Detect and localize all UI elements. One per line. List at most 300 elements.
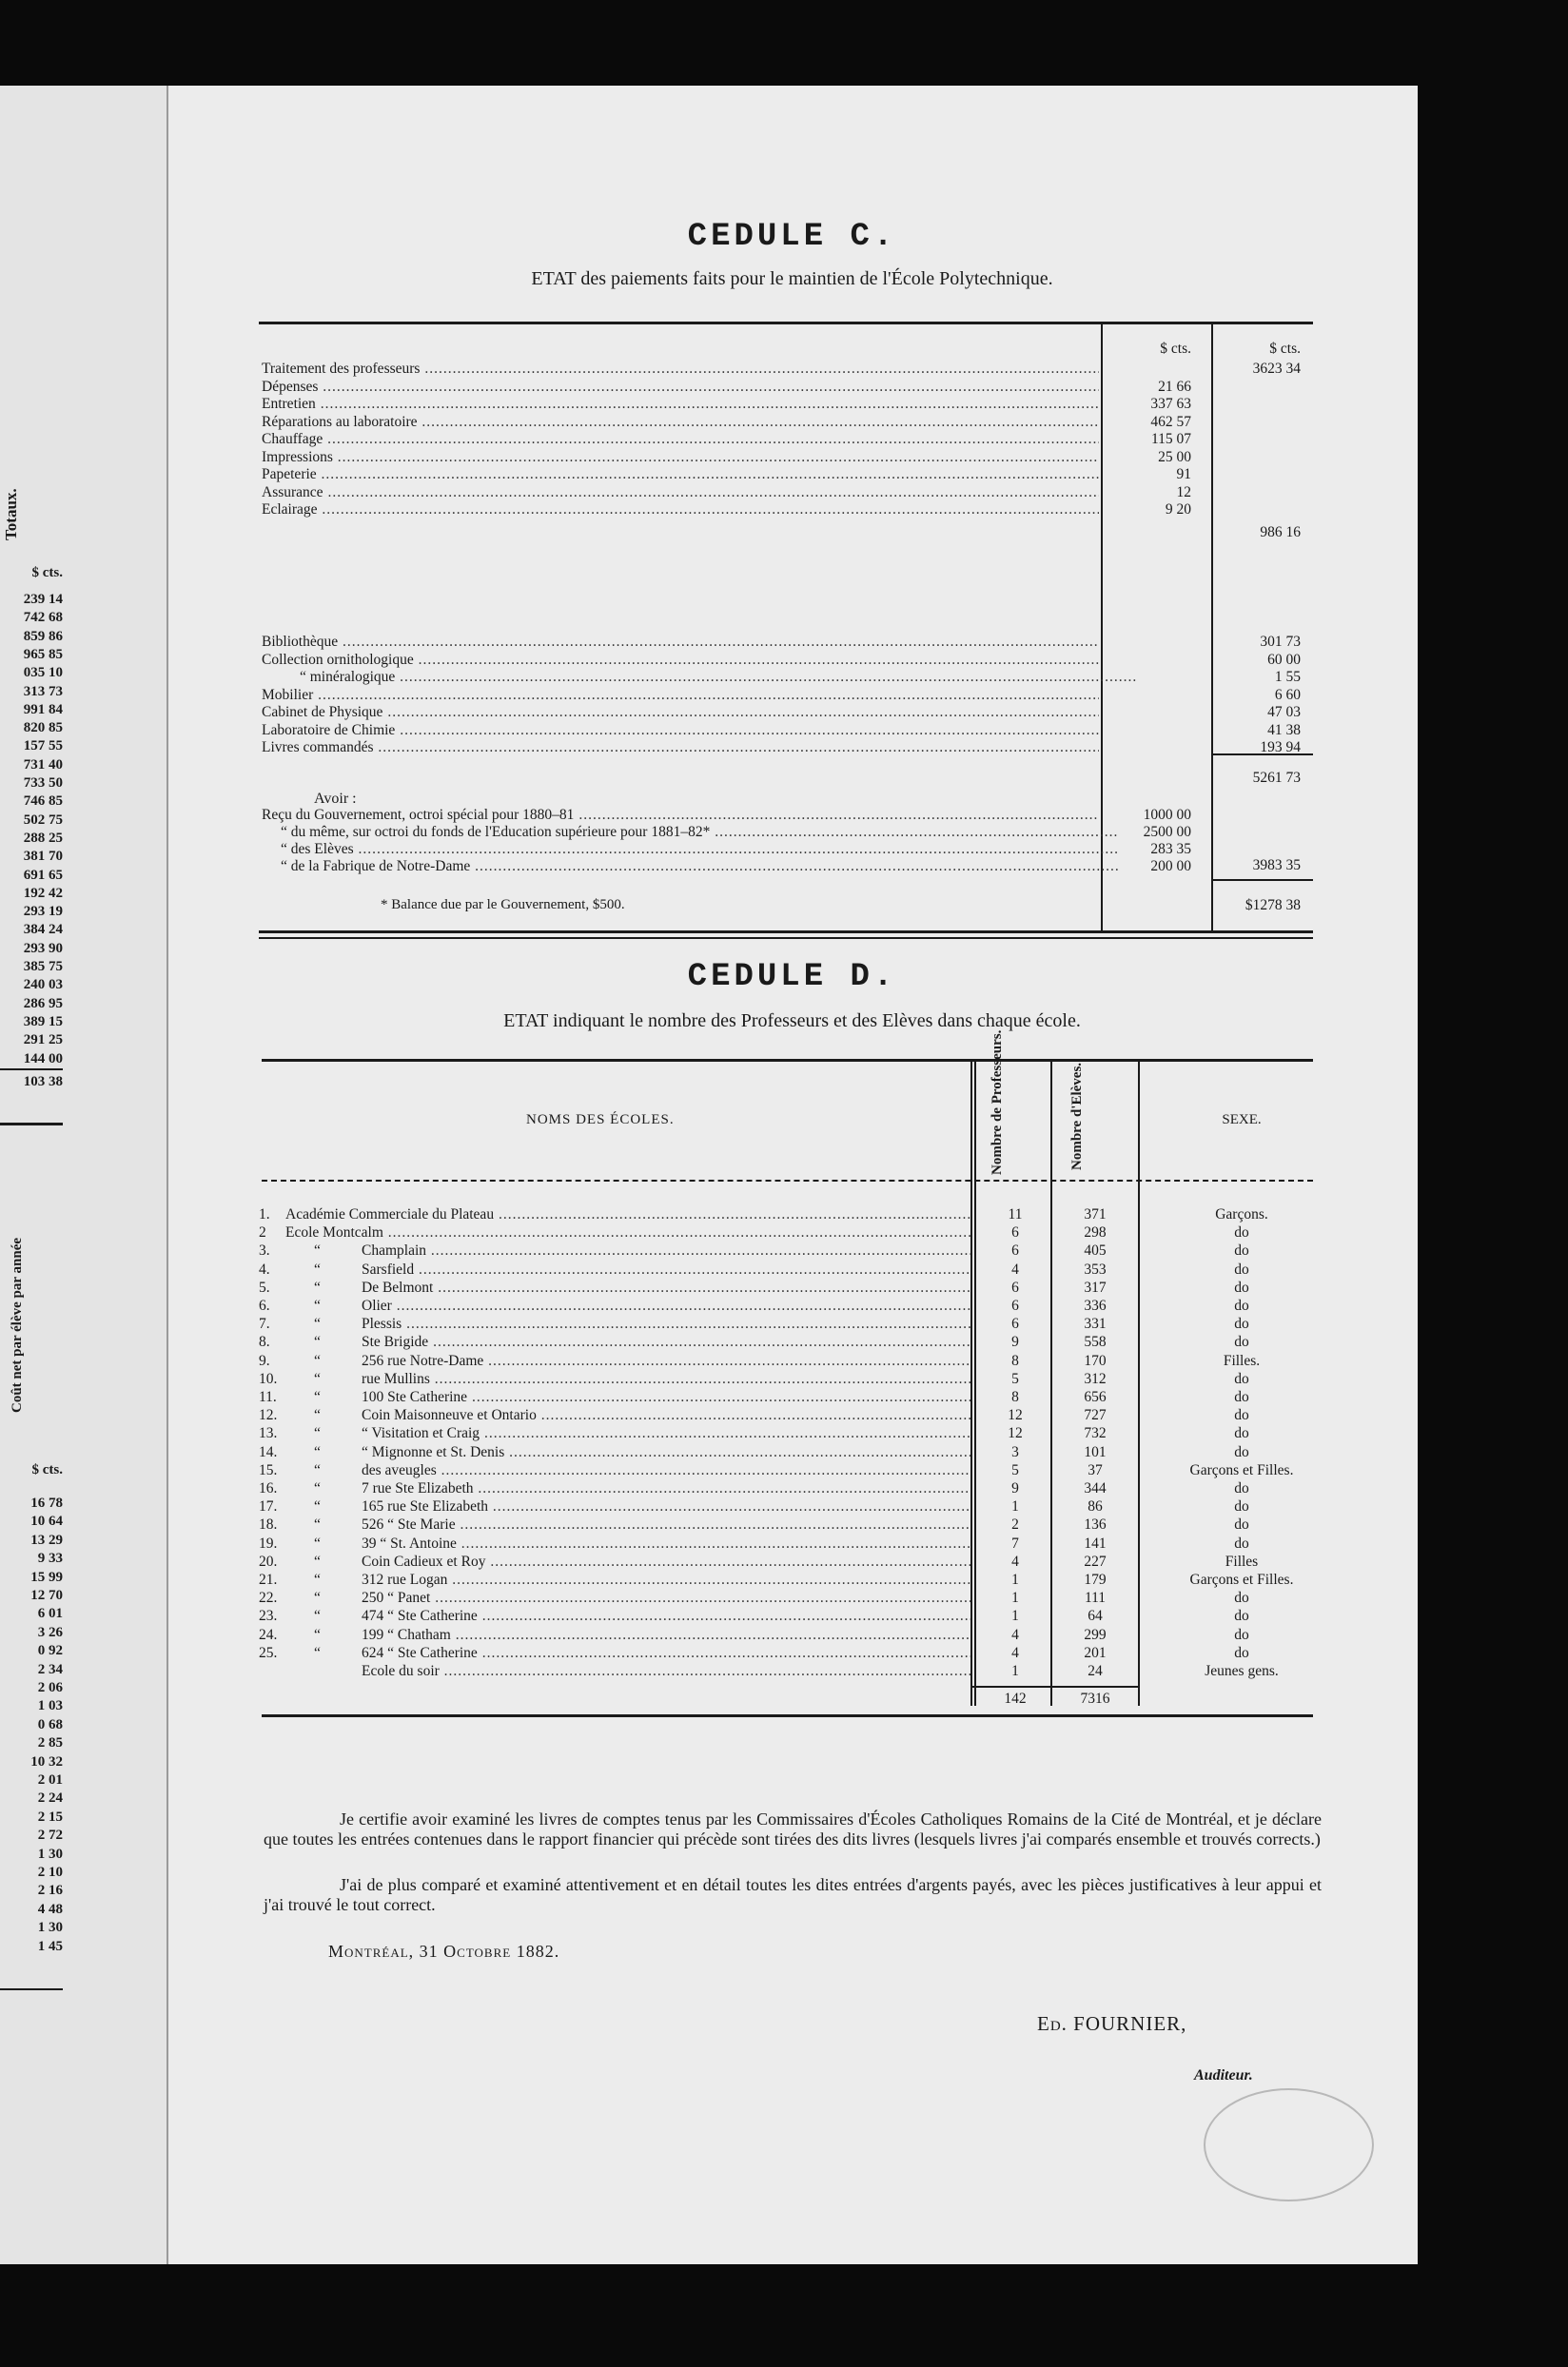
auditor-signature: Ed. FOURNIER, [1037, 2012, 1187, 2035]
equipment-row [0, 633, 1418, 651]
sexe-value: do [1234, 1516, 1249, 1534]
totaux-value: 389 15 [23, 1013, 63, 1029]
expense-row [0, 500, 1418, 518]
receipt-amount: 200 00 [1150, 858, 1191, 874]
equipment-amount: 47 03 [1267, 704, 1301, 720]
eleves-count: 64 [1088, 1608, 1103, 1625]
school-name: Sarsfield ..... [362, 1261, 970, 1279]
sexe-value: do [1234, 1644, 1249, 1661]
expense-row [0, 430, 1418, 448]
auditor-title: Auditeur. [1194, 2067, 1253, 2083]
school-row [0, 1333, 1418, 1351]
cout-value: 2 34 [37, 1661, 63, 1677]
school-name: rue Mullins ..... [362, 1370, 970, 1388]
ditto-mark: “ [314, 1535, 321, 1552]
school-row [0, 1535, 1418, 1553]
ditto-mark: “ [314, 1279, 321, 1296]
ditto-mark: “ [314, 1553, 321, 1570]
sexe-value: Garçons. [1215, 1206, 1268, 1223]
cout-value: 15 99 [30, 1569, 63, 1585]
receipt-label: “ des Elèves ..... [262, 840, 1118, 858]
professeurs-count: 4 [1011, 1553, 1019, 1570]
ditto-mark: “ [314, 1316, 321, 1333]
professeurs-count: 6 [1011, 1224, 1019, 1242]
eleves-count: 86 [1088, 1498, 1103, 1516]
school-row [0, 1479, 1418, 1497]
school-number: 6. [259, 1298, 270, 1314]
totaux-total: 103 38 [23, 1074, 63, 1089]
receipt-amount: 1000 00 [1143, 807, 1191, 823]
professeurs-count: 6 [1011, 1242, 1019, 1260]
cout-value: 1 45 [37, 1938, 63, 1954]
eleves-count: 37 [1088, 1461, 1103, 1478]
expense-label: Dépenses ..... [262, 378, 1099, 396]
school-number: 21. [259, 1572, 278, 1588]
header-nombre-eleves: Nombre d'Elèves. [1069, 1062, 1085, 1170]
school-name: Coin Maisonneuve et Ontario ..... [362, 1406, 970, 1424]
school-row [0, 1205, 1418, 1223]
cout-value: 2 72 [37, 1828, 63, 1844]
expense-label: Entretien ..... [262, 395, 1099, 413]
equipment-amount: 41 38 [1267, 721, 1301, 738]
equipment-label: “ minéralogique ..... [262, 668, 1137, 686]
ditto-mark: “ [314, 1334, 321, 1351]
expense-row [0, 413, 1418, 431]
school-name: “ Mignonne et St. Denis ..... [362, 1443, 970, 1461]
school-row [0, 1223, 1418, 1242]
ditto-mark: “ [314, 1261, 321, 1278]
school-number: 12. [259, 1407, 278, 1424]
school-name: Coin Cadieux et Roy ..... [362, 1553, 970, 1571]
cout-value: 2 16 [37, 1883, 63, 1899]
sexe-value: do [1234, 1298, 1249, 1314]
school-number: 15. [259, 1461, 278, 1478]
equipment-row [0, 686, 1418, 704]
school-row [0, 1461, 1418, 1479]
school-number: 14. [259, 1443, 278, 1460]
totaux-value: 384 24 [23, 922, 63, 938]
totaux-value: 691 65 [23, 867, 63, 883]
school-number: 1. [259, 1206, 270, 1223]
faded-stamp [1204, 2088, 1374, 2201]
sexe-value: do [1234, 1279, 1249, 1296]
school-name: Académie Commerciale du Plateau ..... [285, 1205, 970, 1223]
cout-value: 9 33 [37, 1551, 63, 1567]
ditto-mark: “ [314, 1498, 321, 1516]
receipt-row [0, 806, 1418, 824]
receipt-label: Reçu du Gouvernement, octroi spécial pour 1880–81 ..... [262, 806, 1099, 824]
eleves-count: 298 [1084, 1224, 1107, 1242]
school-name: 199 “ Chatham ..... [362, 1626, 970, 1644]
totaux-value: 240 03 [23, 977, 63, 993]
professeurs-count: 5 [1011, 1461, 1019, 1478]
eleves-count: 312 [1084, 1370, 1107, 1387]
school-name: des aveugles ..... [362, 1461, 970, 1479]
cedule-d-title: CEDULE D. [687, 959, 897, 995]
ditto-mark: “ [314, 1608, 321, 1625]
school-number: 3. [259, 1242, 270, 1260]
ditto-mark: “ [314, 1389, 321, 1405]
eleves-count: 201 [1084, 1644, 1107, 1661]
cout-value: 2 24 [37, 1790, 63, 1807]
sexe-value: do [1234, 1316, 1249, 1333]
school-name: 624 “ Ste Catherine ..... [362, 1644, 970, 1662]
totaux-value: 502 75 [23, 812, 63, 828]
totaux-value: 859 86 [23, 628, 63, 644]
cedule-c-col-header-1: $ cts. [1160, 341, 1191, 357]
sexe-value: Garçons et Filles. [1189, 1461, 1294, 1478]
school-name: 526 “ Ste Marie ..... [362, 1516, 970, 1534]
school-name: Plessis ..... [362, 1315, 970, 1333]
school-row [0, 1315, 1418, 1333]
cout-value: 2 15 [37, 1809, 63, 1825]
school-row [0, 1424, 1418, 1442]
eleves-count: 727 [1084, 1407, 1107, 1424]
equipment-label: Bibliothèque ..... [262, 633, 1099, 651]
school-name: Ste Brigide ..... [362, 1333, 970, 1351]
eleves-count: 111 [1084, 1590, 1107, 1607]
school-row [0, 1516, 1418, 1534]
school-row [0, 1388, 1418, 1406]
school-name: 100 Ste Catherine ..... [362, 1388, 970, 1406]
professeurs-count: 9 [1011, 1334, 1019, 1351]
professeurs-count: 4 [1011, 1261, 1019, 1278]
cout-value: 0 68 [37, 1716, 63, 1732]
expense-total: 3623 34 [1252, 361, 1301, 377]
school-row [0, 1352, 1418, 1370]
ditto-mark: “ [314, 1298, 321, 1314]
eleves-count: 101 [1084, 1443, 1107, 1460]
equipment-label: Livres commandés ..... [262, 738, 1099, 756]
equipment-row [0, 703, 1418, 721]
eleves-count: 170 [1084, 1352, 1107, 1369]
cedule-c-note: * Balance due par le Gouvernement, $500. [381, 897, 625, 912]
school-number: 22. [259, 1590, 278, 1607]
professeurs-count: 6 [1011, 1316, 1019, 1333]
cout-value: 2 10 [37, 1865, 63, 1880]
totaux-value: 746 85 [23, 793, 63, 810]
school-row [0, 1589, 1418, 1607]
cout-value: 10 64 [30, 1514, 63, 1530]
expense-amount: 115 07 [1150, 431, 1191, 447]
cedule-c-col-header-2: $ cts. [1269, 341, 1301, 357]
school-number: 8. [259, 1334, 270, 1351]
cedule-d-subtitle: ETAT indiquant le nombre des Professeurs et des Elèves dans chaque école. [503, 1010, 1081, 1031]
sexe-value: do [1234, 1242, 1249, 1260]
school-name: 250 “ Panet ..... [362, 1589, 970, 1607]
school-number: 17. [259, 1498, 278, 1516]
eleves-count: 24 [1088, 1663, 1103, 1679]
eleves-count: 656 [1084, 1389, 1107, 1405]
cout-value: 6 01 [37, 1606, 63, 1622]
sexe-value: do [1234, 1407, 1249, 1424]
equipment-label: Cabinet de Physique ..... [262, 703, 1099, 721]
school-number: 16. [259, 1480, 278, 1496]
professeurs-count: 12 [1008, 1407, 1023, 1424]
school-row [0, 1553, 1418, 1571]
totaux-value: 733 50 [23, 775, 63, 791]
totaux-value: 286 95 [23, 995, 63, 1011]
sexe-value: Jeunes gens. [1205, 1663, 1279, 1679]
school-row [0, 1571, 1418, 1589]
school-row [0, 1297, 1418, 1315]
eleves-count: 227 [1084, 1553, 1107, 1570]
school-number: 24. [259, 1626, 278, 1643]
school-row [0, 1443, 1418, 1461]
professeurs-count: 12 [1008, 1425, 1023, 1442]
sexe-value: do [1234, 1608, 1249, 1625]
totaux-value: 239 14 [23, 592, 63, 607]
school-name: 474 “ Ste Catherine ..... [362, 1607, 970, 1625]
receipt-amount: 2500 00 [1143, 824, 1191, 840]
equipment-label: Mobilier ..... [262, 686, 1099, 704]
professeurs-count: 9 [1011, 1480, 1019, 1496]
ditto-mark: “ [314, 1644, 321, 1661]
school-number: 7. [259, 1316, 270, 1333]
total-professeurs: 142 [1004, 1691, 1027, 1707]
school-name: Ecole Montcalm ..... [285, 1223, 970, 1242]
cedule-c-balance: $1278 38 [1245, 897, 1301, 913]
expense-amount: 462 57 [1150, 413, 1191, 430]
school-name: “ Visitation et Craig ..... [362, 1424, 970, 1442]
ditto-mark: “ [314, 1443, 321, 1460]
school-number: 4. [259, 1261, 270, 1278]
eleves-count: 371 [1084, 1206, 1107, 1223]
eleves-count: 558 [1084, 1334, 1107, 1351]
school-row [0, 1370, 1418, 1388]
certification-paragraph-2: J'ai de plus comparé et examiné attentivement et en détail toutes les dites entrées d'argents payés, avec les pièces justificatives à leur appui et j'ai trouvé le tout correct. [264, 1875, 1322, 1914]
cout-value: 3 26 [37, 1624, 63, 1640]
expense-amount: 337 63 [1150, 396, 1191, 412]
ditto-mark: “ [314, 1480, 321, 1496]
professeurs-count: 5 [1011, 1370, 1019, 1387]
school-name: 39 “ St. Antoine ..... [362, 1535, 970, 1553]
expense-row [0, 395, 1418, 413]
cout-value: 10 32 [30, 1753, 63, 1770]
totaux-value: 820 85 [23, 720, 63, 736]
expense-row [0, 360, 1418, 378]
document-page [0, 86, 1418, 2264]
eleves-count: 405 [1084, 1242, 1107, 1260]
cedule-c-total-receipts: 3983 35 [1252, 857, 1301, 873]
eleves-count: 299 [1084, 1626, 1107, 1643]
cout-value: 2 85 [37, 1735, 63, 1751]
cout-value: 0 92 [37, 1643, 63, 1659]
school-row [0, 1644, 1418, 1662]
professeurs-count: 6 [1011, 1279, 1019, 1296]
ditto-mark: “ [314, 1370, 321, 1387]
school-row [0, 1497, 1418, 1516]
school-row [0, 1406, 1418, 1424]
cedule-c-title: CEDULE C. [687, 219, 897, 255]
professeurs-count: 2 [1011, 1516, 1019, 1534]
equipment-amount: 1 55 [1274, 669, 1301, 685]
expense-amount: 9 20 [1165, 501, 1191, 518]
totaux-value: 192 42 [23, 885, 63, 901]
eleves-count: 136 [1084, 1516, 1107, 1534]
professeurs-count: 3 [1011, 1443, 1019, 1460]
equipment-amount: 60 00 [1267, 651, 1301, 668]
sexe-value: do [1234, 1626, 1249, 1643]
eleves-count: 317 [1084, 1279, 1107, 1296]
equipment-row [0, 721, 1418, 739]
expense-label: Chauffage ..... [262, 430, 1099, 448]
expense-amount: 25 00 [1158, 448, 1191, 465]
ditto-mark: “ [314, 1352, 321, 1369]
school-number: 25. [259, 1644, 278, 1661]
school-name: 7 rue Ste Elizabeth ..... [362, 1479, 970, 1497]
total-eleves: 7316 [1080, 1691, 1110, 1707]
cout-value: 2 06 [37, 1680, 63, 1695]
cedule-c-avoir: Avoir : [314, 791, 357, 807]
sexe-value: do [1234, 1443, 1249, 1460]
school-row [0, 1242, 1418, 1260]
totaux-value: 293 19 [23, 904, 63, 920]
school-number: 20. [259, 1553, 278, 1570]
sexe-value: do [1234, 1535, 1249, 1552]
cout-value: 13 29 [30, 1532, 63, 1548]
totals-row [0, 1690, 1418, 1708]
expense-amount: 12 [1176, 483, 1191, 500]
totaux-value: 157 55 [23, 738, 63, 754]
certification-paragraph-1: Je certifie avoir examiné les livres de comptes tenus par les Commissaires d'Écoles Catholiques Romains de la Cité de Montréal, et je déclare que toutes les entrées contenues dans le rapport financier qui précède sont tirées des dits livres (lesquels livres j'ai comparés ensemble et trouvés corrects.) [264, 1809, 1322, 1849]
cout-unit: $ cts. [31, 1462, 63, 1477]
receipt-label: “ du même, sur octroi du fonds de l'Education supérieure pour 1881–82* ..... [262, 823, 1118, 841]
totaux-value: 293 90 [23, 940, 63, 956]
school-row [0, 1279, 1418, 1297]
cedule-c-subtotal-1: 986 16 [1260, 524, 1301, 540]
receipt-amount: 283 35 [1150, 841, 1191, 857]
cout-value: 2 01 [37, 1772, 63, 1788]
expense-row [0, 465, 1418, 483]
eleves-count: 344 [1084, 1480, 1107, 1496]
totaux-value: 965 85 [23, 646, 63, 662]
sexe-value: do [1234, 1425, 1249, 1442]
cout-value: 4 48 [37, 1901, 63, 1917]
school-name: 165 rue Ste Elizabeth ..... [362, 1497, 970, 1516]
expense-row [0, 378, 1418, 396]
professeurs-count: 4 [1011, 1644, 1019, 1661]
equipment-amount: 301 73 [1260, 634, 1301, 650]
sexe-value: do [1234, 1480, 1249, 1496]
equipment-label: Laboratoire de Chimie ..... [262, 721, 1099, 739]
totaux-value: 291 25 [23, 1032, 63, 1048]
totaux-value: 144 00 [23, 1050, 63, 1066]
receipt-row [0, 823, 1418, 841]
school-number: 23. [259, 1608, 278, 1625]
sexe-value: do [1234, 1334, 1249, 1351]
totaux-header: Totaux. [2, 488, 20, 540]
professeurs-count: 6 [1011, 1298, 1019, 1314]
school-row [0, 1626, 1418, 1644]
school-number: 2 [259, 1224, 266, 1242]
school-name: Ecole du soir ..... [362, 1662, 970, 1680]
school-name: 312 rue Logan ..... [362, 1571, 970, 1589]
ditto-mark: “ [314, 1626, 321, 1643]
expense-label: Réparations au laboratoire ..... [262, 413, 1099, 431]
expense-label: Papeterie ..... [262, 465, 1099, 483]
school-number: 10. [259, 1370, 278, 1387]
expense-row [0, 448, 1418, 466]
expense-label: Eclairage ..... [262, 500, 1099, 518]
cout-value: 1 30 [37, 1920, 63, 1936]
totaux-unit: $ cts. [31, 565, 63, 580]
cout-value: 1 03 [37, 1698, 63, 1714]
cedule-c-subtitle: ETAT des paiements faits pour le maintien de l'École Polytechnique. [531, 268, 1053, 289]
expense-amount: 21 66 [1158, 378, 1191, 395]
expense-label: Impressions ..... [262, 448, 1099, 466]
school-number: 5. [259, 1279, 270, 1296]
cout-value: 16 78 [30, 1496, 63, 1511]
sexe-value: do [1234, 1389, 1249, 1405]
professeurs-count: 1 [1011, 1663, 1019, 1679]
sexe-value: Garçons et Filles. [1189, 1572, 1294, 1588]
cout-value: 1 30 [37, 1846, 63, 1862]
totaux-value: 742 68 [23, 610, 63, 626]
receipt-label: “ de la Fabrique de Notre-Dame ..... [262, 857, 1118, 875]
cedule-c-total-expenses: 5261 73 [1252, 770, 1301, 786]
eleves-count: 179 [1084, 1572, 1107, 1588]
equipment-row [0, 651, 1418, 669]
expense-label: Traitement des professeurs ..... [262, 360, 1099, 378]
professeurs-count: 7 [1011, 1535, 1019, 1552]
sexe-value: do [1234, 1370, 1249, 1387]
equipment-row [0, 668, 1418, 686]
equipment-amount: 193 94 [1260, 739, 1301, 755]
school-number: 18. [259, 1516, 278, 1534]
header-sexe: SEXE. [1222, 1112, 1262, 1127]
professeurs-count: 1 [1011, 1590, 1019, 1607]
cout-header: Coût net par élève par année [10, 1237, 25, 1413]
school-number: 9. [259, 1352, 270, 1369]
professeurs-count: 4 [1011, 1626, 1019, 1643]
cout-value: 12 70 [30, 1588, 63, 1603]
school-name: 256 rue Notre-Dame ..... [362, 1352, 970, 1370]
expense-amount: 91 [1176, 466, 1191, 482]
professeurs-count: 8 [1011, 1389, 1019, 1405]
equipment-amount: 6 60 [1274, 686, 1301, 703]
school-name: De Belmont ..... [362, 1279, 970, 1297]
eleves-count: 331 [1084, 1316, 1107, 1333]
expense-row [0, 483, 1418, 501]
professeurs-count: 8 [1011, 1352, 1019, 1369]
school-name: Olier ..... [362, 1297, 970, 1315]
ditto-mark: “ [314, 1407, 321, 1424]
eleves-count: 336 [1084, 1298, 1107, 1314]
professeurs-count: 1 [1011, 1572, 1019, 1588]
school-name: Champlain ..... [362, 1242, 970, 1260]
sexe-value: Filles [1225, 1553, 1259, 1570]
totaux-value: 035 10 [23, 665, 63, 681]
ditto-mark: “ [314, 1590, 321, 1607]
totaux-value: 381 70 [23, 849, 63, 865]
totaux-value: 313 73 [23, 683, 63, 699]
professeurs-count: 11 [1008, 1206, 1023, 1223]
school-row [0, 1261, 1418, 1279]
school-row [0, 1607, 1418, 1625]
eleves-count: 141 [1084, 1535, 1107, 1552]
ditto-mark: “ [314, 1242, 321, 1260]
sexe-value: do [1234, 1590, 1249, 1607]
sexe-value: do [1234, 1261, 1249, 1278]
school-number: 13. [259, 1425, 278, 1442]
ditto-mark: “ [314, 1516, 321, 1534]
eleves-count: 353 [1084, 1261, 1107, 1278]
equipment-row [0, 738, 1418, 756]
school-number: 19. [259, 1535, 278, 1552]
expense-label: Assurance ..... [262, 483, 1099, 501]
ditto-mark: “ [314, 1461, 321, 1478]
